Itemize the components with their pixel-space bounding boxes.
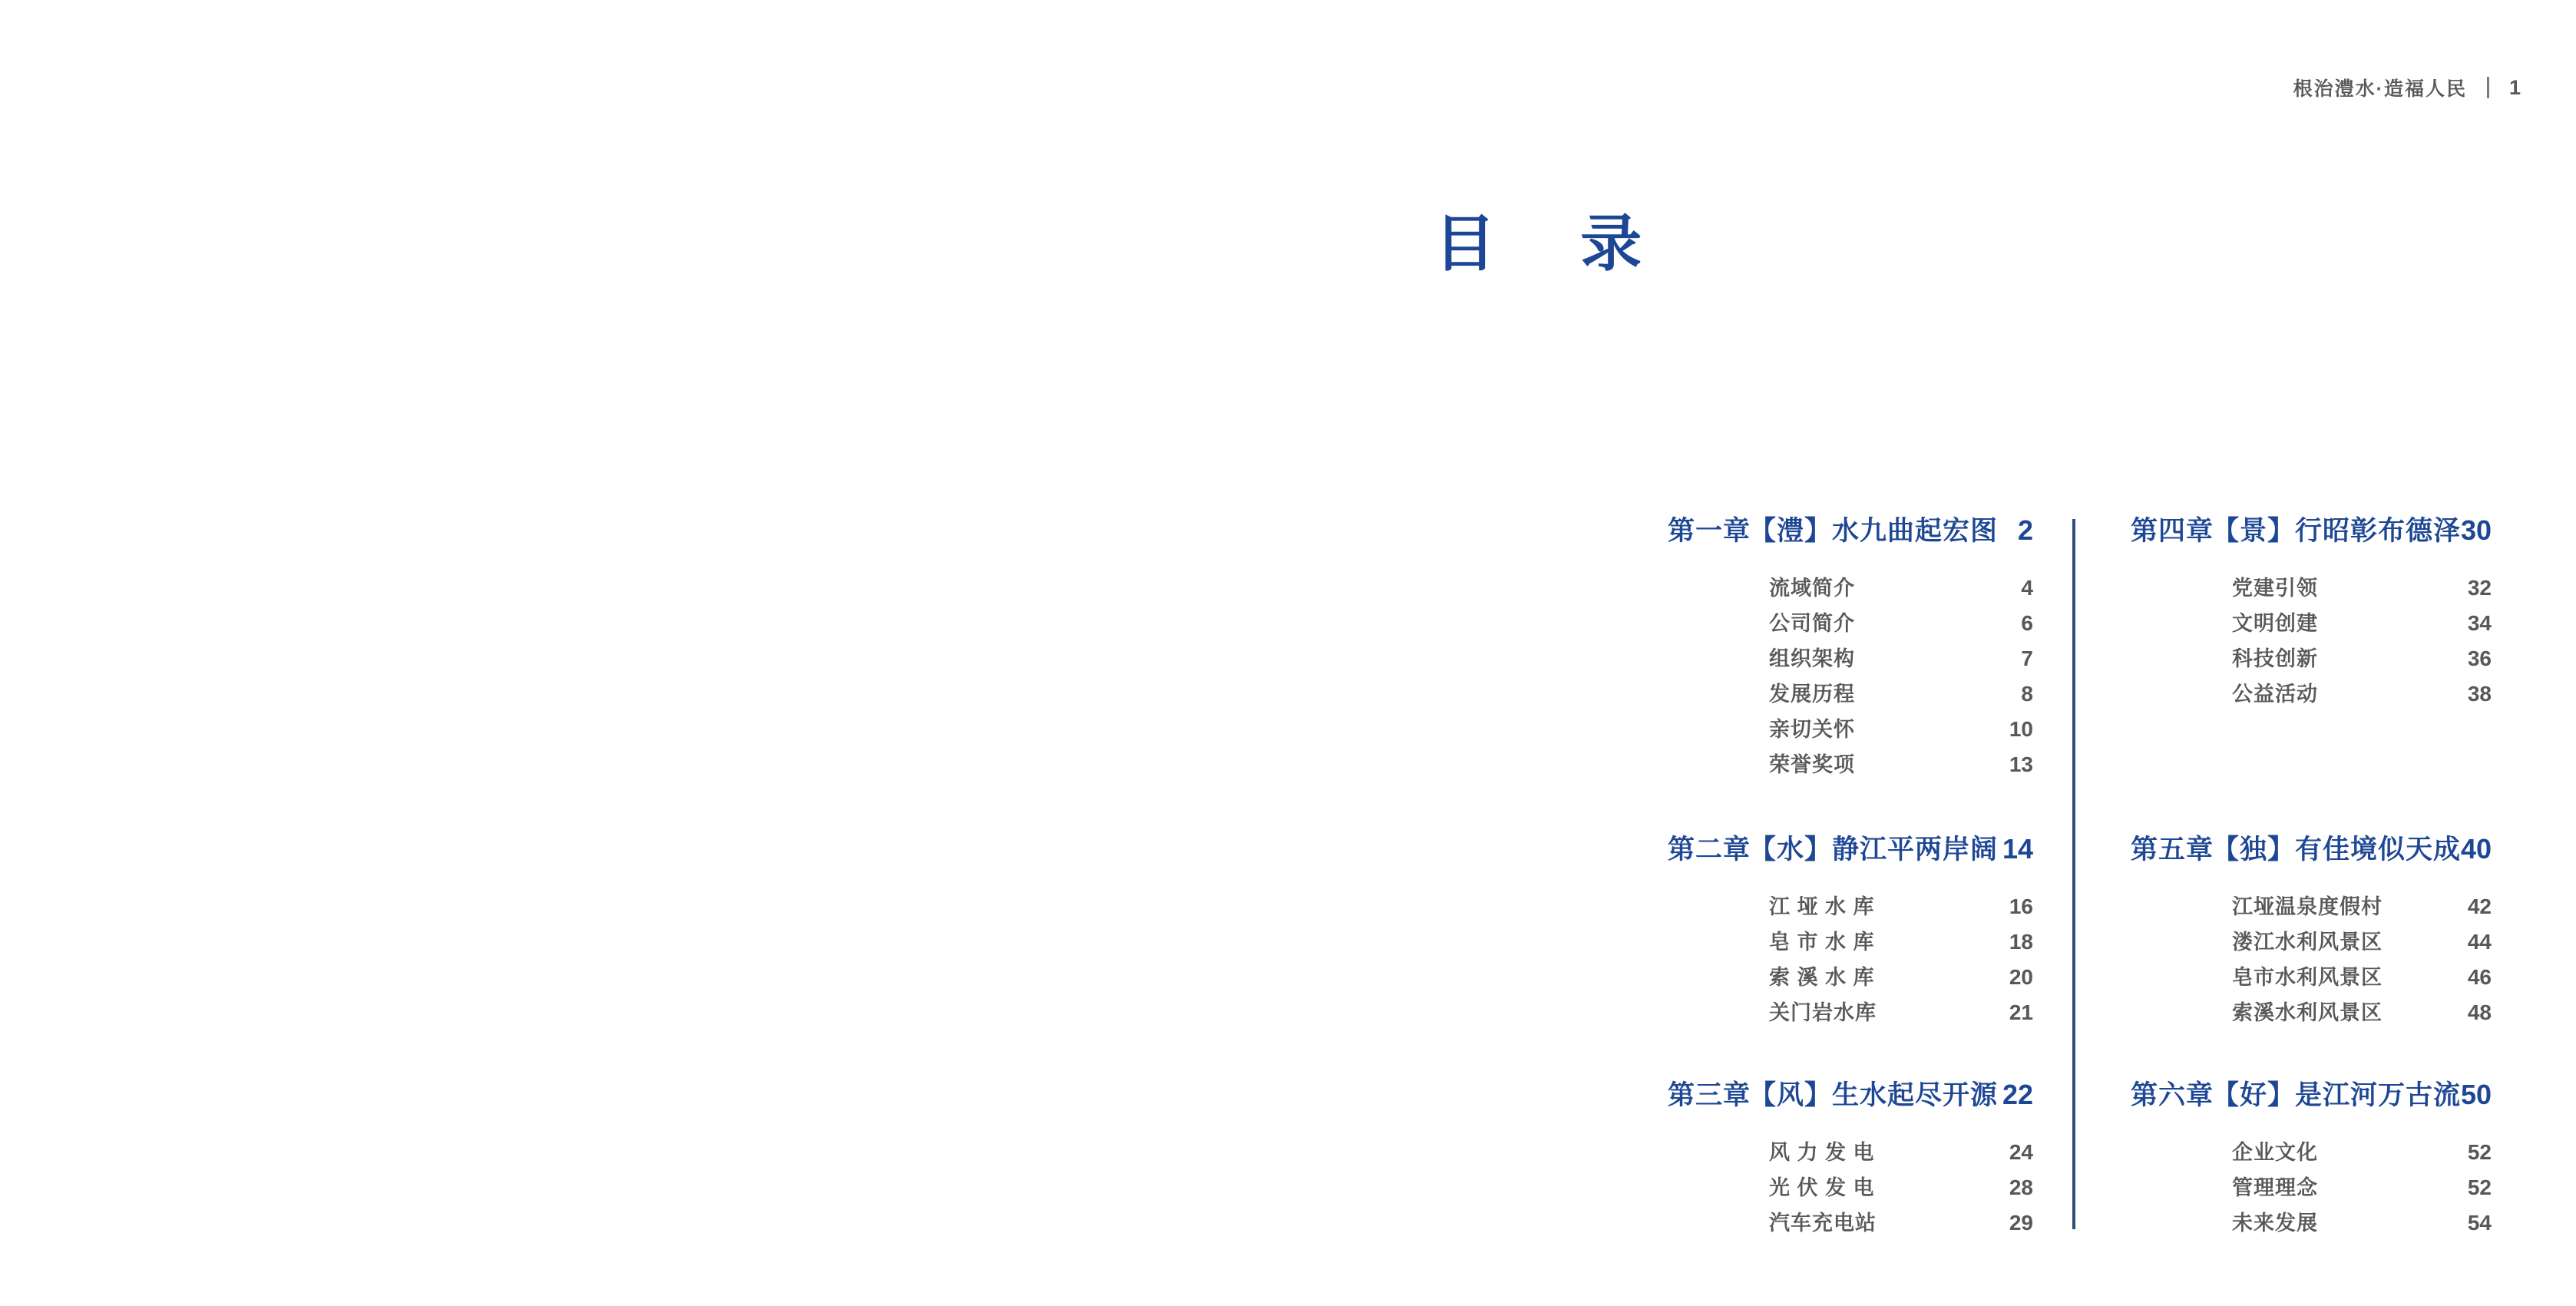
- entry-page-number: 52: [2467, 1140, 2492, 1164]
- toc-entry: [2232, 960, 2492, 995]
- chapter-title: 【澧】水九曲起宏图: [1749, 516, 1999, 546]
- entry-label: 亲切关怀: [1769, 718, 1855, 741]
- entry-label: 党建引领: [2232, 577, 2318, 600]
- toc-entry: [1769, 641, 2033, 676]
- chapter-page-number: 30: [2461, 514, 2492, 546]
- entry-label: 江垭温泉度假村: [2232, 895, 2383, 918]
- entry-page-number: 38: [2467, 682, 2492, 706]
- toc-entry: [1769, 960, 2033, 995]
- chapter-items: [1769, 889, 2033, 1030]
- toc-entry: [1769, 712, 2033, 747]
- chapter-number: 第四章: [2131, 516, 2214, 546]
- entry-page-number: 34: [2467, 611, 2492, 635]
- entry-label: 关门岩水库: [1769, 1001, 1877, 1024]
- entry-page-number: 4: [2021, 576, 2033, 600]
- toc-entry: [2232, 924, 2492, 960]
- entry-label: 组织架构: [1769, 647, 1855, 670]
- toc-entry: [1769, 1205, 2033, 1241]
- toc-entry: [2232, 606, 2492, 641]
- chapter-title: 【好】是江河万古流: [2212, 1080, 2462, 1110]
- entry-label: 未来发展: [2232, 1212, 2318, 1235]
- chapter-number: 第二章: [1668, 835, 1751, 865]
- chapter-title: 【独】有佳境似天成: [2212, 835, 2462, 865]
- entry-label: 公益活动: [2232, 683, 2318, 706]
- header-page-number: 1: [2508, 75, 2521, 99]
- entry-page-number: 13: [2009, 752, 2033, 776]
- entry-label: 光 伏 发 电: [1769, 1176, 1875, 1199]
- toc-chapter-2: [1668, 835, 2033, 1030]
- chapter-page-number: 14: [2002, 833, 2033, 865]
- header-slogan: 根治澧水·造福人民: [2293, 78, 2467, 100]
- toc-entry: [2232, 995, 2492, 1030]
- chapter-items: [1769, 570, 2033, 782]
- entry-label: 皂市水利风景区: [2232, 966, 2383, 989]
- entry-label: 风 力 发 电: [1769, 1141, 1875, 1164]
- chapter-page-number: 50: [2461, 1079, 2492, 1110]
- chapter-heading: [2131, 835, 2492, 865]
- chapter-number: 第六章: [2131, 1080, 2214, 1110]
- chapter-heading: [2131, 1080, 2492, 1110]
- entry-label: 管理理念: [2232, 1176, 2318, 1199]
- chapter-heading: [1668, 835, 2033, 865]
- toc-entry: [2232, 1205, 2492, 1241]
- toc-entry: [1769, 924, 2033, 960]
- entry-page-number: 42: [2467, 894, 2492, 918]
- toc-entry: [2232, 641, 2492, 676]
- toc-entry: [2232, 676, 2492, 712]
- column-divider-rule: [2072, 519, 2075, 1229]
- entry-page-number: 20: [2009, 965, 2033, 989]
- chapter-page-number: 2: [2017, 514, 2033, 546]
- entry-page-number: 46: [2467, 965, 2492, 989]
- chapter-page-number: 40: [2461, 833, 2492, 865]
- entry-page-number: 28: [2009, 1175, 2033, 1199]
- toc-entry: [1769, 676, 2033, 712]
- toc-entry: [1769, 570, 2033, 606]
- entry-label: 溇江水利风景区: [2232, 931, 2383, 954]
- entry-page-number: 48: [2467, 1000, 2492, 1024]
- toc-entry: [1769, 889, 2033, 924]
- toc-entry: [2232, 1135, 2492, 1170]
- toc-chapter-6: [2131, 1080, 2492, 1241]
- entry-page-number: 54: [2467, 1211, 2492, 1235]
- chapter-items: [2232, 570, 2492, 712]
- chapter-heading: [1668, 516, 2033, 546]
- entry-page-number: 6: [2021, 611, 2033, 635]
- chapter-number: 第五章: [2131, 835, 2214, 865]
- entry-label: 汽车充电站: [1769, 1212, 1877, 1235]
- toc-chapter-3: [1668, 1080, 2033, 1241]
- entry-page-number: 36: [2467, 646, 2492, 670]
- chapter-page-number: 22: [2002, 1079, 2033, 1110]
- entry-label: 江 垭 水 库: [1769, 895, 1875, 918]
- entry-label: 文明创建: [2232, 612, 2318, 635]
- toc-entry: [2232, 889, 2492, 924]
- entry-label: 荣誉奖项: [1769, 753, 1855, 776]
- toc-column-left: [1668, 516, 2033, 1234]
- chapter-title: 【景】行昭彰布德泽: [2212, 516, 2462, 546]
- entry-label: 发展历程: [1769, 683, 1855, 706]
- entry-page-number: 16: [2009, 894, 2033, 918]
- toc-entry: [1769, 995, 2033, 1030]
- toc-entry: [1769, 606, 2033, 641]
- chapter-number: 第三章: [1668, 1080, 1751, 1110]
- header-separator-bar: [2487, 77, 2489, 98]
- toc-entry: [1769, 747, 2033, 782]
- chapter-number: 第一章: [1668, 516, 1751, 546]
- entry-page-number: 32: [2467, 576, 2492, 600]
- toc-entry: [2232, 570, 2492, 606]
- entry-page-number: 44: [2467, 930, 2492, 954]
- chapter-heading: [2131, 516, 2492, 546]
- toc-chapter-5: [2131, 835, 2492, 1030]
- entry-label: 公司简介: [1769, 612, 1855, 635]
- entry-label: 科技创新: [2232, 647, 2318, 670]
- entry-page-number: 7: [2021, 646, 2033, 670]
- entry-page-number: 18: [2009, 930, 2033, 954]
- chapter-items: [2232, 889, 2492, 1030]
- entry-page-number: 21: [2009, 1000, 2033, 1024]
- toc-entry: [1769, 1170, 2033, 1205]
- entry-label: 索 溪 水 库: [1769, 966, 1875, 989]
- chapter-items: [2232, 1135, 2492, 1241]
- running-header: [2293, 74, 2521, 101]
- entry-page-number: 29: [2009, 1211, 2033, 1235]
- entry-label: 企业文化: [2232, 1141, 2318, 1164]
- entry-page-number: 52: [2467, 1175, 2492, 1199]
- toc-entry: [2232, 1170, 2492, 1205]
- chapter-items: [1769, 1135, 2033, 1241]
- entry-label: 皂 市 水 库: [1769, 931, 1875, 954]
- toc-entry: [1769, 1135, 2033, 1170]
- chapter-title: 【水】静江平两岸阔: [1749, 835, 1999, 865]
- toc-chapter-4: [2131, 516, 2492, 712]
- toc-chapter-1: [1668, 516, 2033, 782]
- entry-page-number: 24: [2009, 1140, 2033, 1164]
- entry-label: 流域简介: [1769, 577, 1855, 600]
- entry-page-number: 10: [2009, 717, 2033, 741]
- toc-column-right: [2131, 516, 2492, 1234]
- entry-label: 索溪水利风景区: [2232, 1001, 2383, 1024]
- chapter-title: 【风】生水起尽开源: [1749, 1080, 1999, 1110]
- entry-page-number: 8: [2021, 682, 2033, 706]
- chapter-heading: [1668, 1080, 2033, 1110]
- page-title: 目 录: [1434, 209, 1676, 278]
